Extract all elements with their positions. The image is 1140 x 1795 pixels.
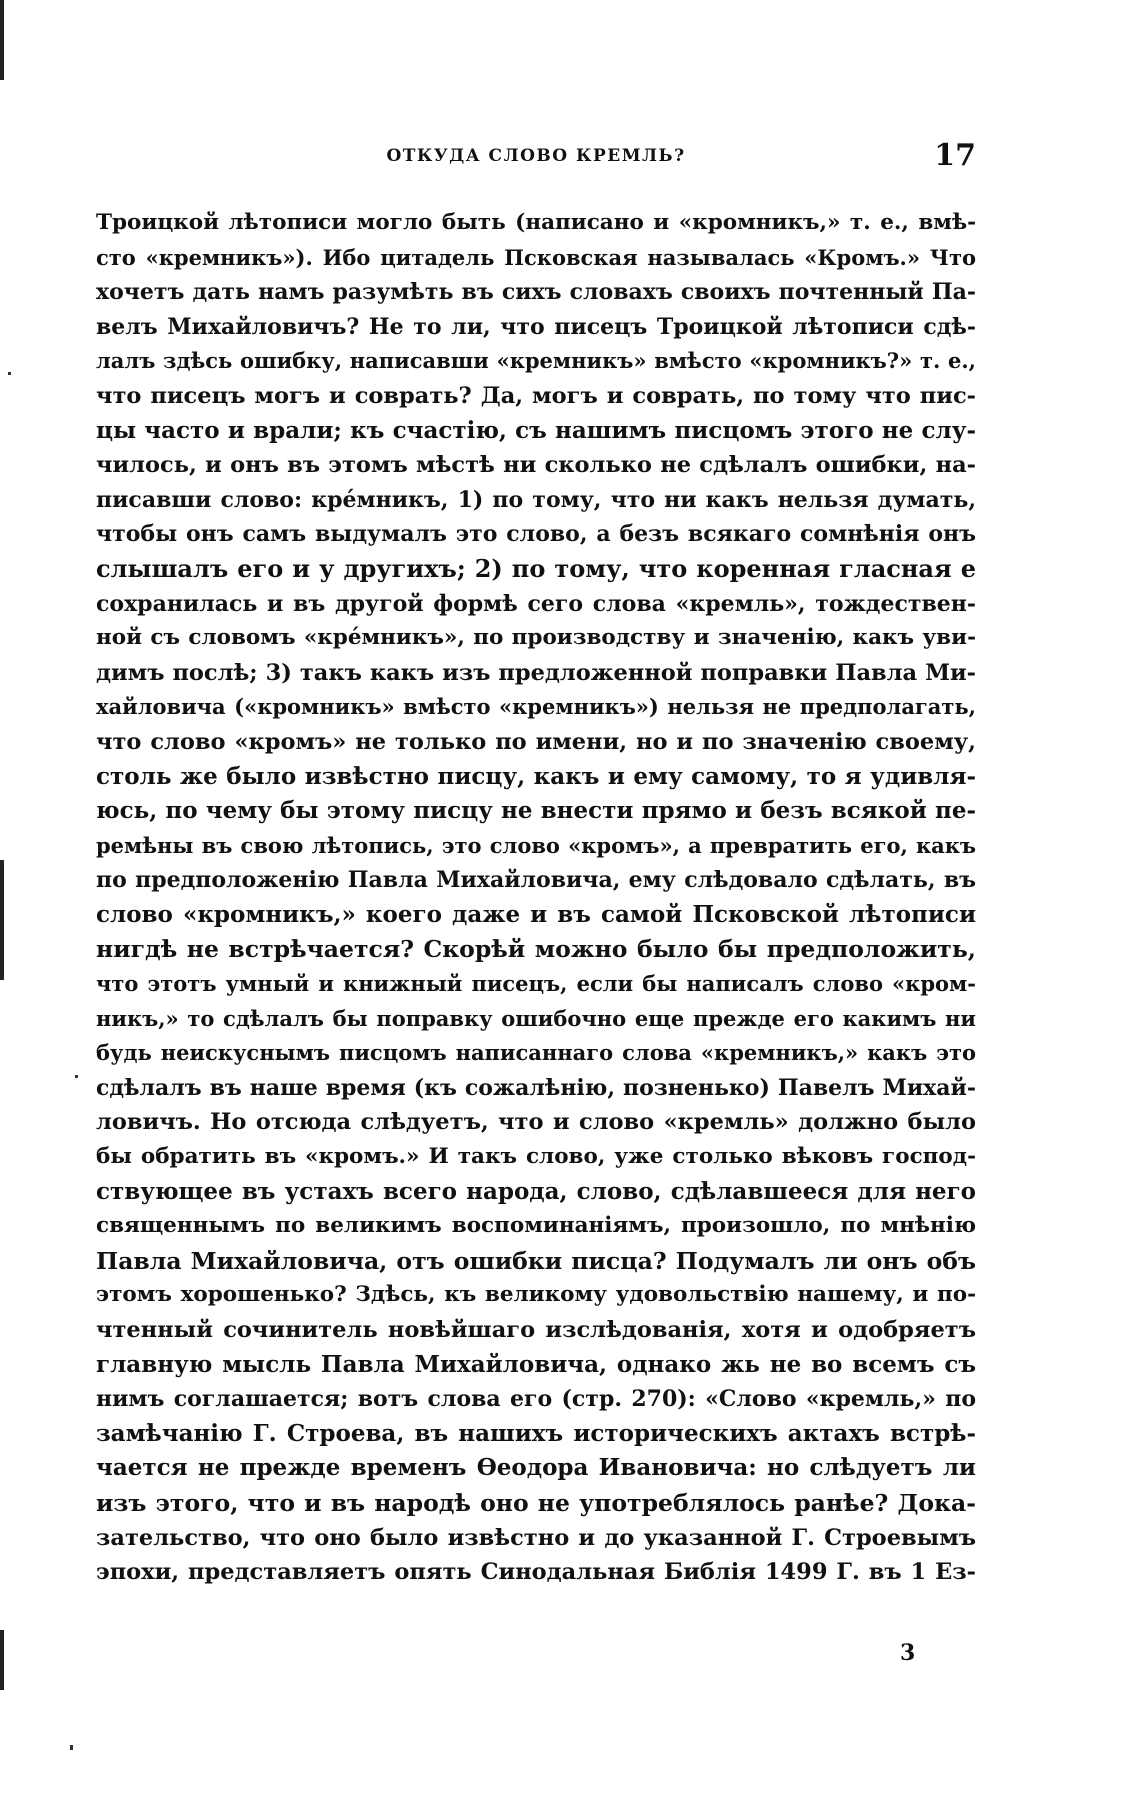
text-line: чилось, и онъ въ этомъ мѣстѣ ни сколько не сдѣлалъ ошибки, на- xyxy=(96,452,976,479)
body-text xyxy=(96,206,976,1590)
running-title: ОТКУДА СЛОВО КРЕМЛЬ? xyxy=(386,146,686,166)
text-line: чтобы онъ самъ выдумалъ это слово, а безъ всякаго сомнѣнія онъ xyxy=(96,521,976,548)
text-line: сохранилась и въ другой формѣ сего слова «кремль», тождествен- xyxy=(96,590,976,617)
page-header xyxy=(96,138,976,178)
text-line: слово «кромникъ,» коего даже и въ самой Псковской лѣтописи xyxy=(96,900,976,928)
text-line: ной съ словомъ «кре́мникъ», по производству и значенію, какъ уви- xyxy=(96,625,976,651)
binding-edge-line xyxy=(0,1630,4,1690)
text-line: чается не прежде временъ Ѳеодора Ивановича: но слѣдуетъ ли xyxy=(96,1454,976,1482)
text-line: никъ,» то сдѣлалъ бы поправку ошибочно еще прежде его какимъ ни xyxy=(96,1005,976,1031)
text-line: ремѣны въ свою лѣтопись, это слово «кромъ», а превратить его, какъ xyxy=(96,832,976,858)
text-line: этомъ хорошенько? Здѣсь, къ великому удовольствію нашему, и по- xyxy=(96,1282,976,1308)
text-line: что писецъ могъ и соврать? Да, могъ и соврать, по тому что пис- xyxy=(96,382,976,409)
text-line: юсь, по чему бы этому писцу не внести прямо и безъ всякой пе- xyxy=(96,797,976,825)
text-line: димъ послѣ; 3) такъ какъ изъ предложенной поправки Павла Ми- xyxy=(96,659,976,686)
binding-edge-line xyxy=(0,860,4,980)
text-line: изъ этого, что и въ народѣ оно не употреблялось ранѣе? Дока- xyxy=(96,1488,976,1517)
text-line: нимъ соглашается; вотъ слова его (стр. 270): «Слово «кремль,» по xyxy=(96,1386,976,1413)
text-line: сто «кремникъ»). Ибо цитадель Псковская называлась «Кромъ.» Что xyxy=(96,244,976,270)
page-number: 17 xyxy=(934,138,976,173)
text-line: эпохи, представляетъ опять Синодальная Библія 1499 Г. въ 1 Ез- xyxy=(96,1559,976,1586)
text-line: нигдѣ не встрѣчается? Скорѣй можно было бы предположить, xyxy=(96,935,976,964)
text-line: велъ Михайловичъ? Не то ли, что писецъ Троицкой лѣтописи сдѣ- xyxy=(96,313,976,340)
text-line: Павла Михайловича, отъ ошибки писца? Подумалъ ли онъ объ xyxy=(96,1246,976,1275)
margin-speck xyxy=(75,1075,78,1078)
signature-mark: 3 xyxy=(900,1640,916,1666)
text-line: по предположенію Павла Михайловича, ему слѣдовало сдѣлать, въ xyxy=(96,867,976,894)
text-line: лалъ здѣсь ошибку, написавши «кремникъ» вмѣсто «кромникъ?» т. е., xyxy=(96,348,976,374)
text-line: будь неискуснымъ писцомъ написаннаго слова «кремникъ,» какъ это xyxy=(96,1040,976,1066)
text-line: Троицкой лѣтописи могло быть (написано и «кромникъ,» т. е., вмѣ- xyxy=(96,210,976,235)
text-line: слышалъ его и у другихъ; 2) по тому, что коренная гласная е xyxy=(96,553,976,583)
text-line: зательство, что оно было извѣстно и до указанной Г. Строевымъ xyxy=(96,1524,976,1551)
text-line: священнымъ по великимъ воспоминаніямъ, произошло, по мнѣнію xyxy=(96,1213,976,1239)
text-line: сдѣлалъ въ наше время (къ сожалѣнію, позненько) Павелъ Михай- xyxy=(96,1074,976,1101)
text-line: ловичъ. Но отсюда слѣдуетъ, что и слово «кремль» должно было xyxy=(96,1109,976,1136)
margin-speck xyxy=(8,372,11,375)
text-line: главную мысль Павла Михайловича, однако жь не во всемъ съ xyxy=(96,1350,976,1378)
text-line: замѣчанію Г. Строева, въ нашихъ историческихъ актахъ встрѣ- xyxy=(96,1419,976,1447)
text-line: ствующее въ устахъ всего народа, слово, сдѣлавшееся для него xyxy=(96,1177,976,1205)
text-line: бы обратить въ «кромъ.» И такъ слово, уже столько вѣковъ господ- xyxy=(96,1144,976,1170)
text-line: цы часто и врали; къ счастію, съ нашимъ писцомъ этого не слу- xyxy=(96,416,976,444)
text-line: хочетъ дать намъ разумѣть въ сихъ словахъ своихъ почтенный Па- xyxy=(96,279,976,306)
binding-edge-line xyxy=(0,0,4,80)
text-line: чтенный сочинитель новѣйшаго изслѣдованія, хотя и одобряетъ xyxy=(96,1317,976,1343)
text-line: столь же было извѣстно писцу, какъ и ему самому, то я удивля- xyxy=(96,762,976,790)
margin-speck xyxy=(70,1745,73,1750)
text-line: что слово «кромъ» не только по имени, но и по значенію своему, xyxy=(96,728,976,755)
text-line: что этотъ умный и книжный писецъ, если бы написалъ слово «кром- xyxy=(96,971,976,997)
text-line: хайловича («кромникъ» вмѣсто «кремникъ») нельзя не предполагать, xyxy=(96,694,976,720)
text-line: писавши слово: кре́мникъ, 1) по тому, что ни какъ нельзя думать, xyxy=(96,486,976,513)
